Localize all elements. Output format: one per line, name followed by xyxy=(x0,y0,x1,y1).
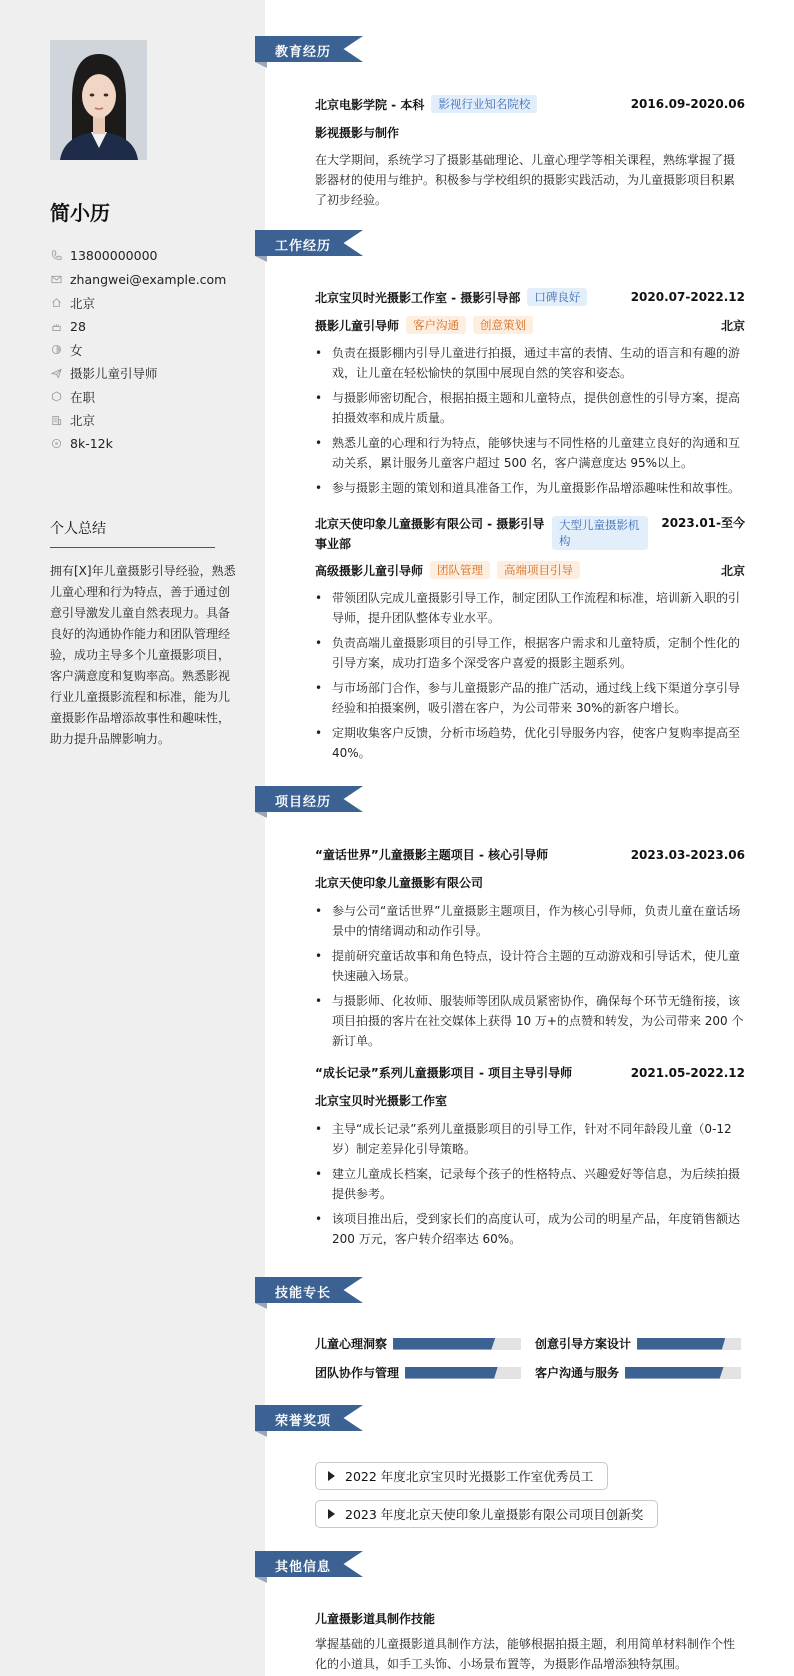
info-salary xyxy=(50,432,250,456)
project-company: 北京宝贝时光摄影工作室 xyxy=(315,1094,448,1108)
project-1-bullets xyxy=(315,901,745,1056)
skill-item xyxy=(535,1335,741,1352)
gender-icon xyxy=(50,344,62,356)
info-age xyxy=(50,315,250,339)
award-text: 2023 年度北京天使印象儿童摄影有限公司项目创新奖 xyxy=(345,1507,644,1522)
skill-bar xyxy=(625,1367,741,1379)
work-entry-1-header xyxy=(315,288,745,306)
skill-name: 创意引导方案设计 xyxy=(535,1337,632,1351)
status-text: 在职 xyxy=(70,389,96,405)
project-1-header xyxy=(315,846,745,863)
project-2-company xyxy=(315,1092,745,1109)
role-title: 摄影儿童引导师 xyxy=(315,318,400,333)
work-date: 2023.01-至今 xyxy=(661,516,745,530)
project-title: “成长记录”系列儿童摄影项目 - 项目主导引导师 xyxy=(315,1066,573,1080)
major xyxy=(315,124,745,141)
email-text: zhangwei@example.com xyxy=(70,271,227,287)
home-icon xyxy=(50,297,62,309)
city-text: 北京 xyxy=(70,295,96,311)
contact-info-list xyxy=(50,244,250,456)
role-tag: 创意策划 xyxy=(473,316,533,334)
work-location: 北京 xyxy=(720,563,745,578)
section-title: 工作经历 xyxy=(275,239,332,254)
work-city-text: 北京 xyxy=(70,413,96,429)
skill-name: 儿童心理洞察 xyxy=(315,1337,388,1351)
education-date: 2016.09-2020.06 xyxy=(630,97,745,111)
list-item: • 负责在摄影棚内引导儿童进行拍摄，通过丰富的表情、生动的语言和有趣的游戏，让儿童在轻松愉快的氛围中展现自然的笑容和姿态。 xyxy=(315,343,745,383)
section-title: 其他信息 xyxy=(275,1560,332,1575)
candidate-name: 简小历 xyxy=(50,201,110,225)
list-item: • 与摄影师密切配合，根据拍摄主题和儿童特点，提供创意性的引导方案，提高拍摄效率和成片质量。 xyxy=(315,388,745,428)
award-text: 2022 年度北京宝贝时光摄影工作室优秀员工 xyxy=(345,1469,594,1484)
list-item: • 带领团队完成儿童摄影引导工作，制定团队工作流程和标准，培训新入职的引导师，提升团队整体专业水平。 xyxy=(315,588,745,628)
project-2-header xyxy=(315,1064,745,1081)
building-icon xyxy=(50,414,62,426)
section-header-education xyxy=(255,36,363,62)
project-2-bullets xyxy=(315,1119,745,1254)
work-location: 北京 xyxy=(720,318,745,333)
info-status xyxy=(50,385,250,409)
status-icon xyxy=(50,391,62,403)
section-header-other xyxy=(255,1551,363,1577)
skill-bar-fill xyxy=(405,1367,498,1379)
project-date: 2023.03-2023.06 xyxy=(630,847,745,862)
award-item[interactable] xyxy=(315,1500,658,1528)
role-title: 高级摄影儿童引导师 xyxy=(315,563,424,578)
list-item: • 该项目推出后，受到家长们的高度认可，成为公司的明星产品，年度销售额达 200 万元，客户转介绍率达 60%。 xyxy=(315,1209,745,1249)
cake-icon xyxy=(50,320,62,332)
phone-text: 13800000000 xyxy=(70,248,158,264)
company-tag: 大型儿童摄影机构 xyxy=(552,516,648,550)
list-item: • 熟悉儿童的心理和行为特点，能够快速与不同性格的儿童建立良好的沟通和互动关系，累计服务儿童客户超过 500 名，客户满意度达 95%以上。 xyxy=(315,433,745,473)
profile-photo xyxy=(50,40,147,160)
salary-icon xyxy=(50,438,62,450)
skill-item xyxy=(535,1364,741,1381)
company-name: 北京宝贝时光摄影工作室 - 摄影引导部 xyxy=(315,290,521,305)
role-tag: 客户沟通 xyxy=(406,316,466,334)
gender-text: 女 xyxy=(70,342,83,358)
role-tag: 团队管理 xyxy=(430,561,490,579)
send-icon xyxy=(50,367,62,379)
skill-name: 团队协作与管理 xyxy=(315,1366,400,1380)
education-desc: 在大学期间，系统学习了摄影基础理论、儿童心理学等相关课程，熟练掌握了摄影器材的使用与维护。积极参与学校组织的摄影实践活动，为儿童摄影项目积累了初步经验。 xyxy=(315,153,736,207)
section-title: 技能专长 xyxy=(275,1286,332,1301)
list-item: • 参与公司“童话世界”儿童摄影主题项目，作为核心引导师，负责儿童在童话场景中的情绪调动和动作引导。 xyxy=(315,901,745,941)
list-item: • 与摄影师、化妆师、服装师等团队成员紧密协作，确保每个环节无缝衔接，该项目拍摄的客片在社交媒体上获得 10 万+的点赞和转发，为公司带来 200 个新订单。 xyxy=(315,991,745,1051)
list-item: • 参与摄影主题的策划和道具准备工作，为儿童摄影作品增添趣味性和故事性。 xyxy=(315,478,745,498)
info-work-city xyxy=(50,409,250,433)
info-email xyxy=(50,268,250,292)
section-header-awards xyxy=(255,1405,363,1431)
info-position xyxy=(50,362,250,386)
skill-name: 客户沟通与服务 xyxy=(535,1366,620,1380)
list-item: • 提前研究童话故事和角色特点，设计符合主题的互动游戏和引导话术，使儿童快速融入场景。 xyxy=(315,946,745,986)
skill-bar-fill xyxy=(393,1338,495,1350)
skill-bar-fill xyxy=(625,1367,724,1379)
work-date: 2020.07-2022.12 xyxy=(630,290,745,304)
caret-right-icon xyxy=(328,1509,335,1519)
info-phone xyxy=(50,244,250,268)
skill-bar xyxy=(637,1338,741,1350)
summary-text: 拥有[X]年儿童摄影引导经验，熟悉儿童心理和行为特点，善于通过创意引导激发儿童自然表现力。具备良好的沟通协作能力和团队管理经验，成功主导多个儿童摄影项目，客户满意度和复购率高。熟悉影视行业儿童摄影流程和标准，能为儿童摄影作品增添故事性和趣味性，助力提升品牌影响力。 xyxy=(50,564,236,746)
other-title xyxy=(315,1610,745,1627)
section-title: 项目经历 xyxy=(275,795,332,810)
other-title-text: 儿童摄影道具制作技能 xyxy=(315,1612,436,1626)
skill-bar xyxy=(393,1338,521,1350)
skill-bar xyxy=(405,1367,521,1379)
info-city xyxy=(50,291,250,315)
phone-icon xyxy=(50,250,62,262)
project-company: 北京天使印象儿童摄影有限公司 xyxy=(315,876,484,890)
education-header xyxy=(315,95,745,113)
project-title: “童话世界”儿童摄影主题项目 - 核心引导师 xyxy=(315,848,549,862)
list-item: • 负责高端儿童摄影项目的引导工作，根据客户需求和儿童特质，定制个性化的引导方案，成功打造多个深受客户喜爱的摄影主题系列。 xyxy=(315,633,745,673)
list-item: • 与市场部门合作，参与儿童摄影产品的推广活动，通过线上线下渠道分享引导经验和拍摄案例，吸引潜在客户，为公司带来 30%的新客户增长。 xyxy=(315,678,745,718)
position-text: 摄影儿童引导师 xyxy=(70,366,158,382)
summary-title: 个人总结 xyxy=(50,518,215,548)
work-entry-1-role xyxy=(315,316,745,334)
project-1-company xyxy=(315,874,745,891)
skill-bar-fill xyxy=(637,1338,725,1350)
list-item: • 定期收集客户反馈，分析市场趋势，优化引导服务内容，使客户复购率提高至 40%。 xyxy=(315,723,745,763)
mail-icon xyxy=(50,273,62,285)
section-title: 荣誉奖项 xyxy=(275,1414,332,1429)
section-title: 教育经历 xyxy=(275,45,332,60)
school-tag: 影视行业知名院校 xyxy=(431,95,537,113)
company-name: 北京天使印象儿童摄影有限公司 - 摄影引导事业部 xyxy=(315,517,545,551)
skill-item xyxy=(315,1335,521,1352)
list-item: • 建立儿童成长档案，记录每个孩子的性格特点、兴趣爱好等信息，为后续拍摄提供参考。 xyxy=(315,1164,745,1204)
work-entry-2-bullets xyxy=(315,588,745,768)
other-desc: 掌握基础的儿童摄影道具制作方法，能够根据拍摄主题，利用简单材料制作个性化的小道具，如手工头饰、小场景布置等，为摄影作品增添独特氛围。 xyxy=(315,1637,736,1671)
major-text: 影视摄影与制作 xyxy=(315,126,400,140)
list-item: • 主导“成长记录”系列儿童摄影项目的引导工作，针对不同年龄段儿童（0-12 岁）制定差异化引导策略。 xyxy=(315,1119,745,1159)
skill-item xyxy=(315,1364,521,1381)
work-entry-2-role xyxy=(315,561,745,579)
school-name: 北京电影学院 - 本科 xyxy=(315,97,425,112)
age-text: 28 xyxy=(70,318,86,334)
sidebar xyxy=(0,0,265,1676)
avatar xyxy=(50,40,147,160)
caret-right-icon xyxy=(328,1471,335,1481)
work-entry-2-header xyxy=(315,514,745,554)
role-tag: 高端项目引导 xyxy=(497,561,580,579)
section-header-skills xyxy=(255,1277,363,1303)
work-entry-1-bullets xyxy=(315,343,745,503)
section-header-projects xyxy=(255,786,363,812)
award-item[interactable] xyxy=(315,1462,608,1490)
salary-text: 8k-12k xyxy=(70,436,113,452)
info-gender xyxy=(50,338,250,362)
section-header-work xyxy=(255,230,363,256)
company-tag: 口碑良好 xyxy=(527,288,587,306)
project-date: 2021.05-2022.12 xyxy=(630,1065,745,1080)
